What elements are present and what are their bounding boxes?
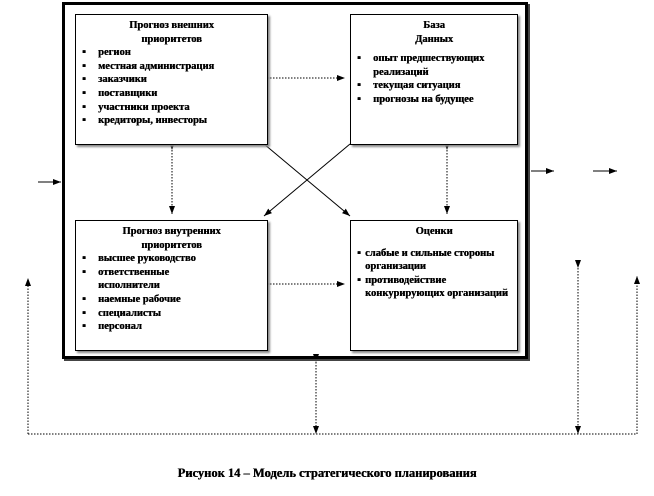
list-item: ▪ участники проекта bbox=[76, 101, 267, 115]
box-title: База Данных bbox=[414, 20, 454, 45]
list-item: ▪ высшее руководство bbox=[76, 252, 207, 266]
external-list bbox=[76, 46, 267, 128]
list-item: ▪ специалисты bbox=[76, 307, 207, 321]
box-title: Прогноз внешних приоритетов bbox=[129, 20, 214, 45]
list-item: ▪ опыт предшествующих реализаций bbox=[351, 52, 499, 79]
list-item: ▪ регион bbox=[76, 46, 267, 60]
database-list bbox=[351, 52, 517, 106]
list-item: ▪ местная администрация bbox=[76, 60, 267, 74]
list-item: ▪ кредиторы, инвесторы bbox=[76, 114, 267, 128]
list-item: ▪ заказчики bbox=[76, 73, 267, 87]
list-item: ▪ поставщики bbox=[76, 87, 267, 101]
list-item: ▪ прогнозы на будущее bbox=[351, 93, 499, 107]
figure-caption: Рисунок 14 – Модель стратегического планирования bbox=[177, 466, 477, 480]
internal-priorities-box bbox=[75, 220, 268, 351]
database-box bbox=[350, 14, 518, 145]
box-title: Прогноз внутренних приоритетов bbox=[122, 226, 221, 251]
internal-list bbox=[76, 252, 267, 334]
box-title: Оценки bbox=[415, 226, 453, 237]
assessment-list bbox=[351, 247, 517, 301]
list-item: ▪ слабые и сильные стороны организации bbox=[351, 247, 513, 274]
list-item: ▪ ответственные исполнители bbox=[76, 266, 207, 293]
list-item: ▪ противодействие конкурирующих организаций bbox=[351, 274, 513, 301]
external-priorities-box bbox=[75, 14, 268, 145]
list-item: ▪ текущая ситуация bbox=[351, 79, 499, 93]
list-item: ▪ персонал bbox=[76, 320, 207, 334]
list-item: ▪ наемные рабочие bbox=[76, 293, 207, 307]
assessment-box bbox=[350, 220, 518, 351]
